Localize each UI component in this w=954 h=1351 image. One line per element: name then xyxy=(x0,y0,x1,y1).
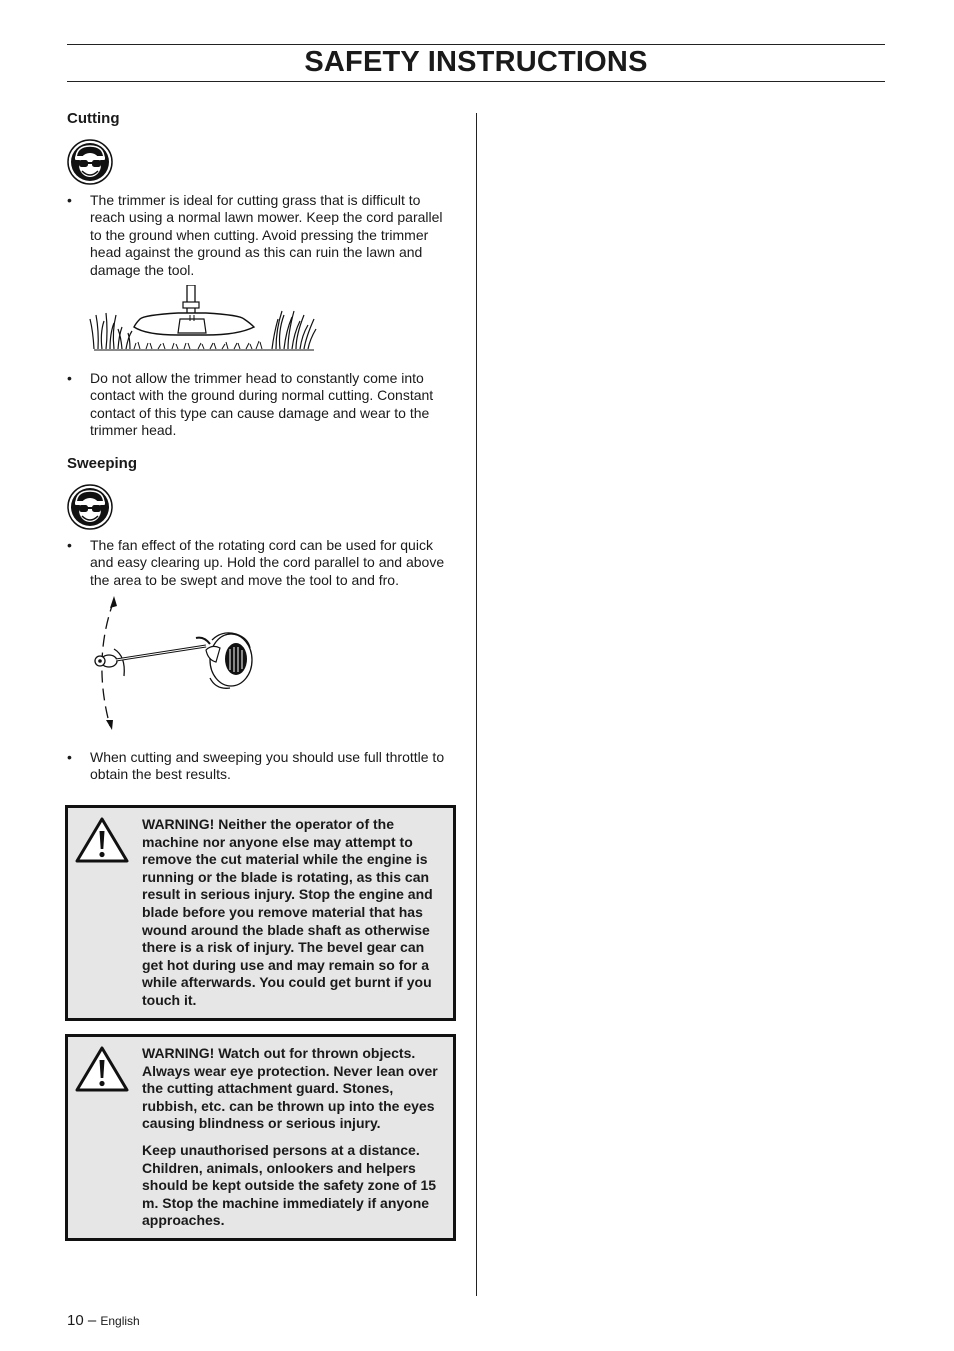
list-item: • The fan effect of the rotating cord can be used for quick and easy clearing up. Hold the cord parallel to and above the area to be swept and move the tool to and fro. xyxy=(67,537,457,589)
column-divider xyxy=(476,113,477,1296)
trimmer-cutting-illustration xyxy=(88,285,320,358)
warning-triangle-icon xyxy=(74,1045,130,1098)
list-item: • The trimmer is ideal for cutting grass that is difficult to reach using a normal lawn mower. Keep the cord parallel to the ground when cutting. Avoid pressing the trimmer head against the ground as this can ruin the lawn and damage the tool. xyxy=(67,192,457,279)
warning-text: WARNING! Neither the operator of the machine nor anyone else may attempt to remove the cut material while the engine is running or the blade is rotating, as this can result in serious injury. Stop the engine and blade before you remove material that has wound around the blade shaft as otherwise there is a risk of injury. The bevel gear can get hot during use and may remain so for a while afterwards. You could get burnt if you touch it. xyxy=(142,816,433,1008)
warning-triangle-icon xyxy=(74,816,130,869)
header-rule-bottom xyxy=(67,81,885,82)
bullet-text: Do not allow the trimmer head to constantly come into contact with the ground during normal cutting. Constant contact of this type can cause damage and wear to the trimmer head. xyxy=(90,370,434,439)
page-title: SAFETY INSTRUCTIONS xyxy=(304,46,648,78)
page-footer xyxy=(67,1311,140,1331)
protective-gear-icon xyxy=(67,139,113,190)
protective-gear-icon xyxy=(67,484,113,535)
warning-text: Keep unauthorised persons at a distance. Children, animals, onlookers and helpers should be kept outside the safety zone of 15 m. Stop the machine immediately if anyone approaches. xyxy=(142,1141,437,1229)
warning-text: WARNING! Watch out for thrown objects. Always wear eye protection. Never lean over the cutting attachment guard. Stones, rubbish, etc. can be thrown up into the eyes causing blindness or serious injury. xyxy=(142,1045,438,1132)
bullet-text: The fan effect of the rotating cord can be used for quick and easy clearing up. Hold the cord parallel to and above the area to be swept and move the tool to and fro. xyxy=(90,537,445,588)
bullet-text: When cutting and sweeping you should use full throttle to obtain the best results. xyxy=(90,749,445,783)
warning-box xyxy=(65,805,456,1021)
bullet-text: The trimmer is ideal for cutting grass that is difficult to reach using a normal lawn mower. Keep the cord parallel to the ground when cutting. Avoid pressing the trimmer head against the ground as this can ruin the lawn and damage the tool. xyxy=(90,192,443,278)
section-title-sweeping: Sweeping xyxy=(67,455,138,472)
warning-box xyxy=(65,1034,456,1241)
footer-language: English xyxy=(100,1314,140,1328)
list-item: • Do not allow the trimmer head to constantly come into contact with the ground during normal cutting. Constant contact of this type can cause damage and wear to the trimmer head. xyxy=(67,370,457,440)
list-item: • When cutting and sweeping you should use full throttle to obtain the best results. xyxy=(67,749,457,784)
page-number: 10 – xyxy=(67,1312,97,1329)
trimmer-sweeping-illustration xyxy=(86,594,258,739)
section-title-cutting: Cutting xyxy=(67,110,120,127)
